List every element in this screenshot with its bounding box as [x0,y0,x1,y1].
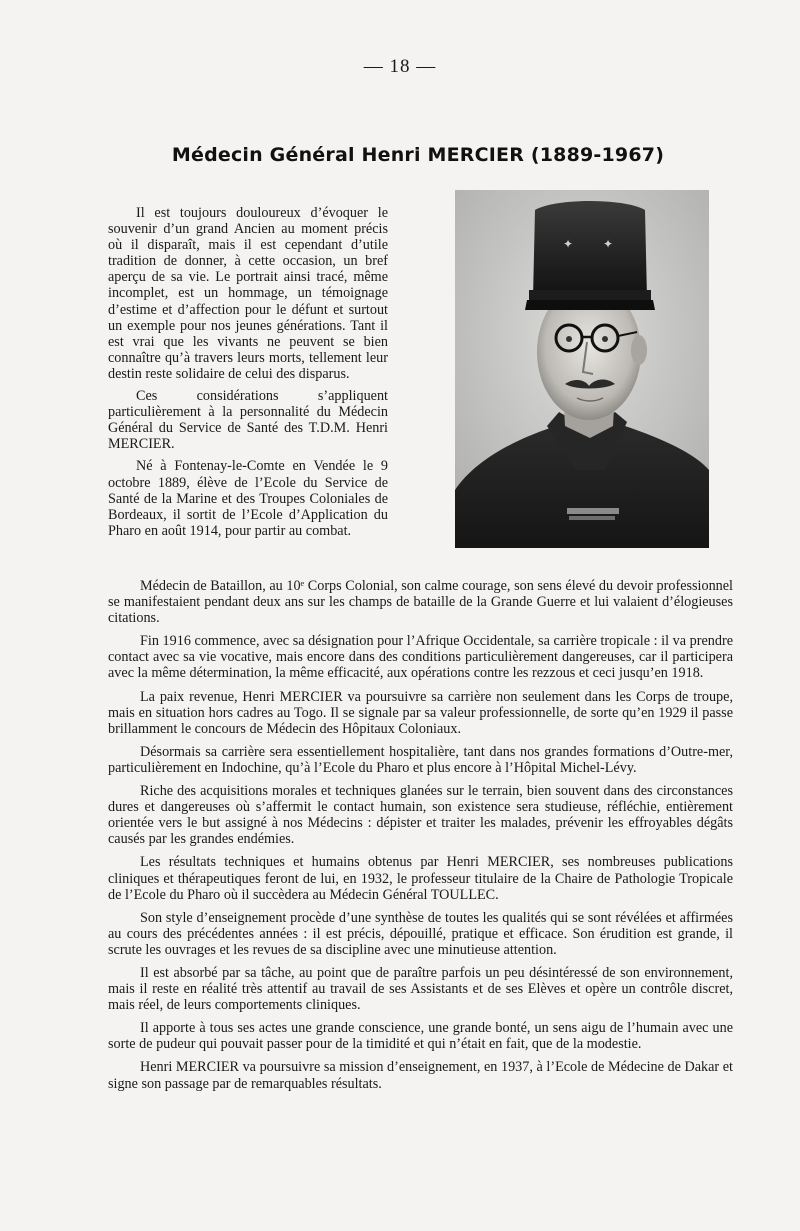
intro-column [108,205,388,545]
body-paragraph: Il apporte à tous ses actes une grande conscience, une grande bonté, un sens aigu de l’humain avec une sorte de pudeur qui pouvait passer pour de la timidité et qui n’était en fait, que de la modestie. [108,1020,733,1053]
page-title: Médecin Général Henri MERCIER (1889-1967) [171,144,665,166]
svg-text:✦: ✦ [563,237,574,251]
body-column [108,578,733,1099]
body-paragraph: Riche des acquisitions morales et techniques glanées sur le terrain, bien souvent dans des circonstances dures et dangereuses où s’affermit le contact humain, son existence sera studieuse, réfléchie, entièrement orientée vers le but assigné à nos Médecins : dépister et traiter les malades, prévenir les effroyables dégâts causés par les grandes endémies. [108,783,733,848]
body-paragraph: Fin 1916 commence, avec sa désignation pour l’Afrique Occidentale, sa carrière tropicale : il va prendre contact avec sa vie vocative, mais encore dans des conditions particulièrement dangereuses, car il participera avec la même détermination, la même efficacité, aux opérations contre les rezzous et ceci jusqu’en 1918. [108,633,733,682]
body-paragraph: Il est absorbé par sa tâche, au point que de paraître parfois un peu désintéressé de son environnement, mais il reste en réalité très attentif au travail de ses Assistants et de ses Elèves et opère un contrôle discret, mais réel, de leurs comportements cliniques. [108,964,733,1014]
body-paragraph: Désormais sa carrière sera essentiellement hospitalière, tant dans nos grandes formations d’Outre-mer, particulièrement en Indochine, qu’à l’Ecole du Pharo et plus encore à l’Hôpital Michel-Lévy. [108,743,733,776]
page-number: — 18 — [363,56,437,77]
intro-paragraph: Né à Fontenay-le-Comte en Vendée le 9 octobre 1889, élève de l’Ecole du Service de Santé de la Marine et des Troupes Coloniales de Bordeaux, il sortit de l’Ecole d’Application du Pharo en août 1914, pour partir au combat. [108,458,388,539]
svg-text:✦: ✦ [603,237,614,251]
portrait-photo [455,190,709,548]
intro-paragraph: Il est toujours douloureux d’évoquer le souvenir d’un grand Ancien au moment précis où il disparaît, mais il est cependant d’utile tradition de donner, à cette occasion, un bref aperçu de sa vie. Le portrait ainsi tracé, même incomplet, est un hommage, un témoignage d’estime et d’affection pour le défunt et surtout un exemple pour nos jeunes générations. Tant il est vrai que les vivants ne peuvent se bien connaître qu’à travers leurs morts, tellement leur destin reste solidaire de celui des disparus. [108,205,388,382]
body-paragraph: Son style d’enseignement procède d’une synthèse de toutes les qualités qui se sont révélées et affirmées au cours des précédentes années : il est précis, dépouillé, pratique et efficace. Son érudition est grande, il scrute les ouvrages et les revues de sa discipline avec une minutieuse attention. [108,909,733,958]
body-paragraph: Henri MERCIER va poursuivre sa mission d’enseignement, en 1937, à l’Ecole de Médecine de Dakar et signe son passage par de remarquables résultats. [108,1059,733,1092]
body-paragraph: Les résultats techniques et humains obtenus par Henri MERCIER, ses nombreuses publications cliniques et thérapeutiques feront de lui, en 1932, le professeur titulaire de la Chaire de Pathologie Tropicale de l’Ecole du Pharo où il succèdera au Médecin Général TOULLEC. [108,854,733,903]
body-paragraph: La paix revenue, Henri MERCIER va poursuivre sa carrière non seulement dans les Corps de troupe, mais en situation hors cadres au Togo. Il se signale par sa valeur professionnelle, de sorte qu’en 1929 il passe brillamment le concours de Médecin des Hôpitaux Coloniaux. [108,688,733,737]
intro-paragraph: Ces considérations s’appliquent particulièrement à la personnalité du Médecin Général du Service de Santé des T.D.M. Henri MERCIER. [108,388,388,453]
body-paragraph: Médecin de Bataillon, au 10ᵉ Corps Colonial, son calme courage, son sens élevé du devoir professionnel se manifestaient pendant deux ans sur les champs de bataille de la Grande Guerre et lui valaient d’élogieuses citations. [108,578,733,627]
